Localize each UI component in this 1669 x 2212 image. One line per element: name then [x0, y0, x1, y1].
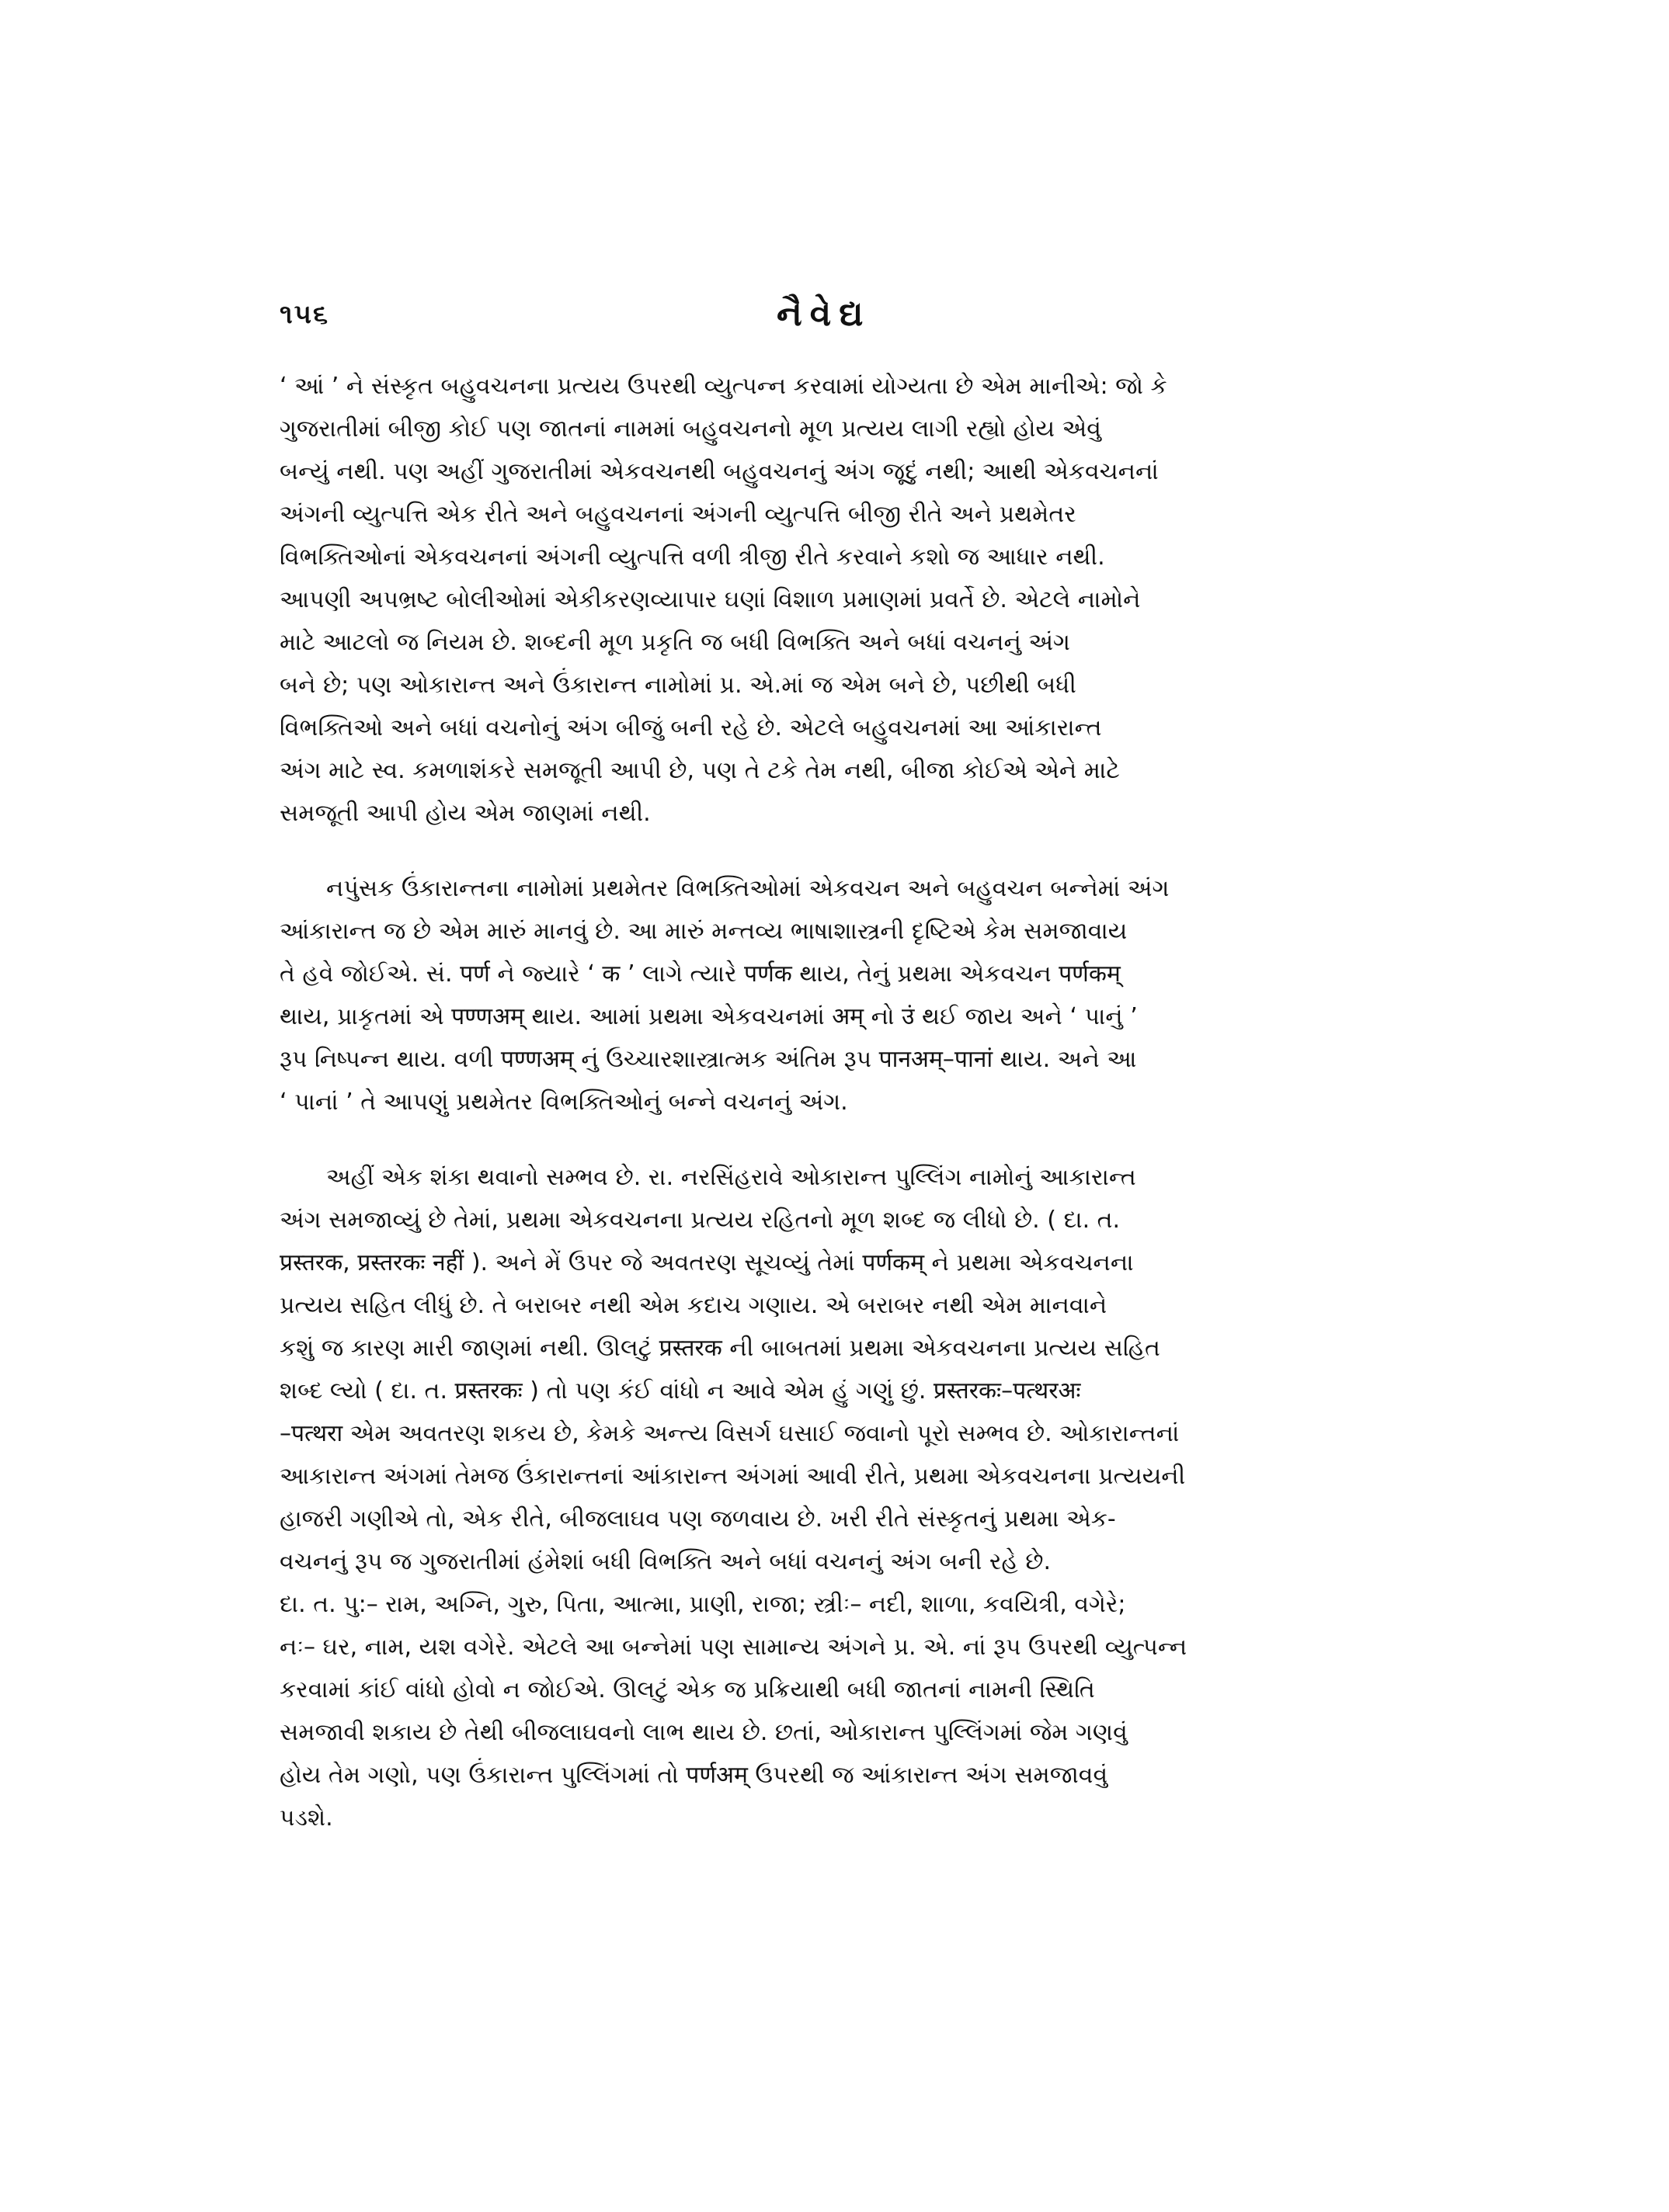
- text-line: અંગની વ્યુત્પત્તિ એક રીતે અને બહુવચનનાં અંગની વ્યુત્પત્તિ બીજી રીતે અને પ્રથમેતર: [280, 501, 1076, 528]
- body-text: [280, 365, 1375, 1839]
- text-line: રૂપ નિષ્પન્ન થાય. વળી पण्णअम् નું ઉચ્ચારશાસ્ત્રાત્મક અંતિમ રૂપ पानअम्–पानां થાય. અને આ: [280, 1046, 1137, 1073]
- text-line: નઃ– ઘર, નામ, યશ વગેરે. એટલે આ બન્નેમાં પણ સામાન્ય અંગને પ્ર. એ. નાં રૂપ ઉપરથી વ્યુત્પન્ન: [280, 1634, 1187, 1661]
- page-header: [280, 294, 1375, 346]
- text-line: હાજરી ગણીએ તો, એક રીતે, બીજલાઘવ પણ જળવાય છે. ખરી રીતે સંસ્કૃતનું પ્રથમા એક-: [280, 1505, 1116, 1533]
- paragraph-1: [280, 365, 1375, 835]
- text-line: ગુજરાતીમાં બીજી કોઈ પણ જાતનાં નામમાં બહુવચનનો મૂળ પ્રત્યય લાગી રહ્યો હોય એવું: [280, 415, 1101, 443]
- paragraph-2: [280, 867, 1375, 1123]
- text-line: प्रस्तरक, प्रस्तरकः नहीं ). અને મેં ઉપર જે અવતરણ સૂચવ્યું તેમાં पर्णकम् ને પ્રથમા એકવચનના: [280, 1249, 1134, 1276]
- text-line: અહીં એક શંકા થવાનો સમ્ભવ છે. રા. નરસિંહરાવે ઓકારાન્ત પુલ્લિંગ નામોનું આકારાન્ત: [326, 1164, 1136, 1191]
- text-line: આંકારાન્ત જ છે એમ મારું માનવું છે. આ મારું મન્તવ્ય ભાષાશાસ્ત્રની દૃષ્ટિએ કેમ સમજાવાય: [280, 918, 1128, 945]
- text-line: કરવામાં કાંઈ વાંધો હોવો ન જોઈએ. ઊલટું એક જ પ્રક્રિયાથી બધી જાતનાં નામની સ્થિતિ: [280, 1676, 1095, 1703]
- text-line: તે હવે જોઈએ. સં. पर्ण ને જ્યારે ‘ क ’ લાગે ત્યારે पर्णक થાય, તેનું પ્રથમા એકવચન पर्णकम्: [280, 960, 1121, 988]
- text-line: વચનનું રૂપ જ ગુજરાતીમાં હંમેશાં બધી વિભક્તિ અને બધાં વચનનું અંગ બની રહે છે.: [280, 1548, 1051, 1575]
- text-line: પ્રત્યય સહિત લીધું છે. તે બરાબર નથી એમ કદાચ ગણાય. એ બરાબર નથી એમ માનવાને: [280, 1292, 1107, 1319]
- text-line: ‘ પાનાં ’ તે આપણું પ્રથમેતર વિભક્તિઓનું બન્ને વચનનું અંગ.: [280, 1089, 848, 1116]
- text-line: બને છે; પણ ઓકારાન્ત અને ઉંકારાન્ત નામોમાં પ્ર. એ.માં જ એમ બને છે, પછીથી બધી: [280, 672, 1076, 699]
- text-line: ‘ આં ’ ને સંસ્કૃત બહુવચનના પ્રત્યય ઉપરથી વ્યુત્પન્ન કરવામાં યોગ્યતા છે એમ માનીએ: જો કે: [280, 373, 1167, 400]
- text-line: આકારાન્ત અંગમાં તેમજ ઉંકારાન્તનાં આંકારાન્ત અંગમાં આવી રીતે, પ્રથમા એકવચનના પ્રત્યયની: [280, 1463, 1186, 1490]
- text-line: થાય, પ્રાકૃતમાં એ पण्णअम् થાય. આમાં પ્રથમા એકવચનમાં अम् નો उं થઈ જાય અને ‘ પાનું ’: [280, 1003, 1138, 1030]
- paragraph-3: [280, 1156, 1375, 1839]
- text-line: પડશે.: [280, 1804, 333, 1832]
- text-line: કશું જ કારણ મારી જાણમાં નથી. ઊલટું प्रस्तरक ની બાબતમાં પ્રથમા એકવચનના પ્રત્યય સહિત: [280, 1335, 1160, 1362]
- text-line: હોય તેમ ગણો, પણ ઉંકારાન્ત પુલ્લિંગમાં તો पर्णअम् ઉપરથી જ આંકારાન્ત અંગ સમજાવવું: [280, 1762, 1108, 1789]
- page-number: ૧૫૬: [280, 299, 330, 330]
- text-line: અંગ સમજાવ્યું છે તેમાં, પ્રથમા એકવચનના પ્રત્યય રહિતનો મૂળ શબ્દ જ લીધો છે. ( દા. ત.: [280, 1207, 1121, 1234]
- text-line: અંગ માટે સ્વ. કમળાશંકરે સમજૂતી આપી છે, પણ તે ટકે તેમ નથી, બીજા કોઈએ એને માટે: [280, 757, 1120, 784]
- text-line: શબ્દ લ્યો ( દા. ત. प्रस्तरकः ) તો પણ કંઈ વાંધો ન આવે એમ હું ગણું છું. प्रस्तरकः–पत्थरअः: [280, 1377, 1081, 1405]
- text-line: સમજૂતી આપી હોય એમ જાણમાં નથી.: [280, 800, 651, 827]
- text-line: –पत्थरा એમ અવતરણ શકય છે, કેમકે અન્ત્ય વિસર્ગ ઘસાઈ જવાનો પૂરો સમ્ભવ છે. ઓકારાન્તનાં: [280, 1420, 1180, 1447]
- text-line: વિભક્તિઓ અને બધાં વચનોનું અંગ બીજું બની રહે છે. એટલે બહુવચનમાં આ આંકારાન્ત: [280, 714, 1102, 741]
- text-line: બન્યું નથી. પણ અહીં ગુજરાતીમાં એકવચનથી બહુવચનનું અંગ જૂદું નથી; આથી એકવચનનાં: [280, 458, 1159, 485]
- text-line: સમજાવી શકાય છે તેથી બીજલાઘવનો લાભ થાય છે. છતાં, ઓકારાન્ત પુલ્લિંગમાં જેમ ગણવું: [280, 1719, 1128, 1746]
- text-line: વિભક્તિઓનાં એકવચનનાં અંગની વ્યુત્પત્તિ વળી ત્રીજી રીતે કરવાને કશો જ આધાર નથી.: [280, 543, 1105, 571]
- text-line: દા. ત. પુ:– રામ, અગ્નિ, ગુરુ, પિતા, આત્મા, પ્રાણી, રાજા; સ્ત્રીઃ– નદી, શાળા, કવયિત્રી, વગેરે;: [280, 1591, 1126, 1618]
- running-title: નૈવેદ્ય: [777, 294, 871, 334]
- text-line: નપુંસક ઉંકારાન્તના નામોમાં પ્રથમેતર વિભક્તિઓમાં એકવચન અને બહુવચન બન્નેમાં અંગ: [326, 875, 1170, 902]
- text-line: આપણી અપભ્રષ્ટ બોલીઓમાં એકીકરણવ્યાપાર ઘણાં વિશાળ પ્રમાણમાં પ્રવર્તે છે. એટલે નામોને: [280, 586, 1141, 613]
- text-line: માટે આટલો જ નિયમ છે. શબ્દની મૂળ પ્રકૃતિ જ બધી વિભક્તિ અને બધાં વચનનું અંગ: [280, 629, 1070, 656]
